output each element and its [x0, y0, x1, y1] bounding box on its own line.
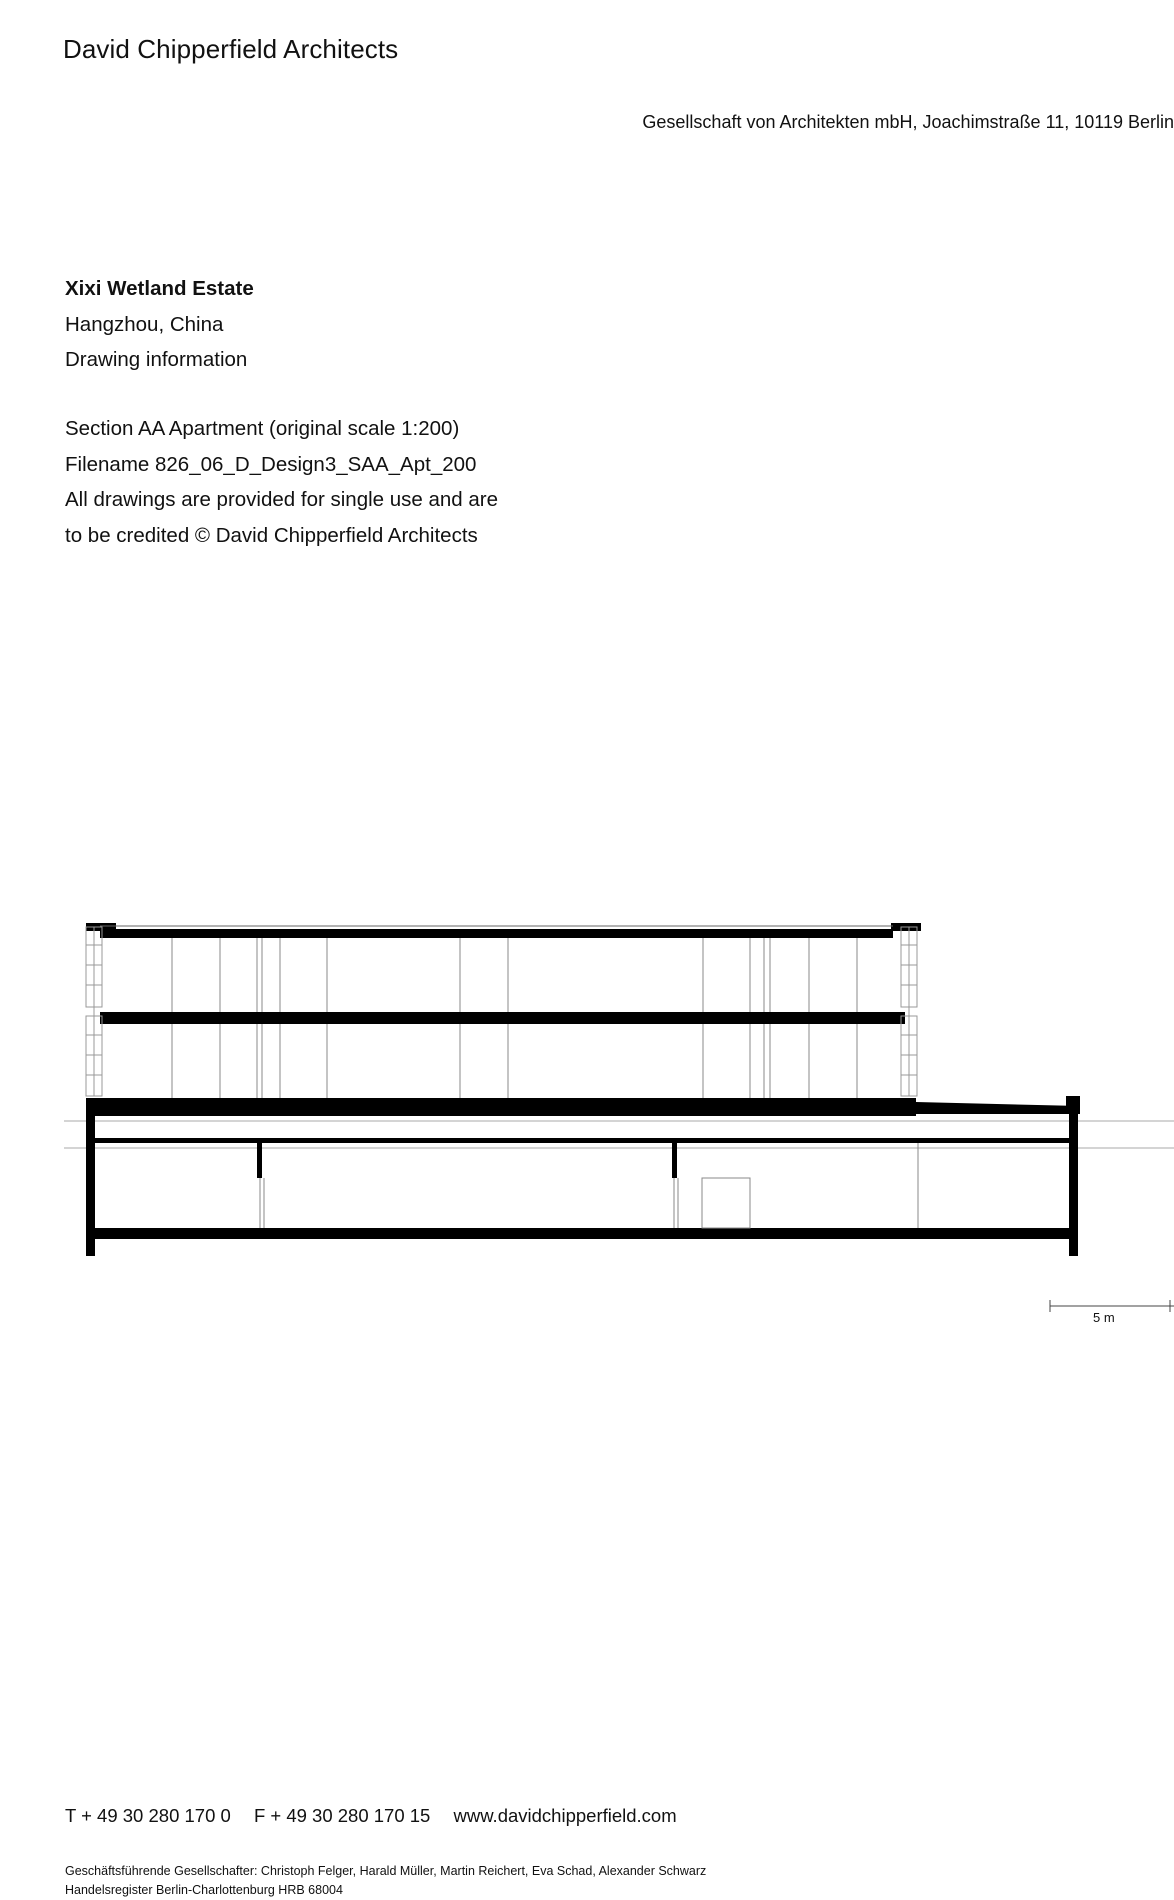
directors-line: Geschäftsführende Gesellschafter: Christoph Felger, Harald Müller, Martin Reichert, Eva Schad, Alexander Schwarz	[65, 1864, 707, 1878]
upper-floor-slab	[100, 1012, 905, 1024]
facade-screen-left	[86, 927, 102, 1096]
basement-column-right	[672, 1143, 677, 1178]
basement-ceiling-slab	[95, 1138, 1069, 1143]
usage-note-line2: to be credited © David Chipperfield Architects	[65, 523, 478, 547]
firm-name: David Chipperfield Architects	[63, 34, 399, 64]
terrace-slab	[916, 1102, 1080, 1114]
scale-label: 5 m	[1093, 1310, 1115, 1325]
register-line: Handelsregister Berlin-Charlottenburg HRB 68004	[65, 1883, 343, 1897]
section-drawing	[0, 900, 1174, 1340]
phone-number: T + 49 30 280 170 0	[65, 1805, 231, 1826]
basement-partitions	[260, 1143, 918, 1228]
facade-screen-right	[901, 927, 917, 1096]
terrace-parapet	[1066, 1096, 1080, 1106]
project-block	[65, 271, 254, 378]
basement-column-left	[257, 1143, 262, 1178]
website-link[interactable]: www.davidchipperfield.com	[453, 1805, 677, 1826]
project-title: Xixi Wetland Estate	[65, 277, 254, 300]
contact-line	[65, 1804, 695, 1828]
fax-number: F + 49 30 280 170 15	[253, 1805, 431, 1826]
ground-floor-slab	[86, 1098, 916, 1116]
drawing-info-block	[65, 411, 498, 553]
filename: Filename 826_06_D_Design3_SAA_Apt_200	[65, 452, 477, 476]
project-location: Hangzhou, China	[65, 312, 224, 336]
roof-slab	[100, 929, 893, 938]
section-description: Section AA Apartment (original scale 1:200)	[65, 417, 460, 440]
usage-note-line1: All drawings are provided for single use and are	[65, 488, 499, 511]
firm-address: Gesellschaft von Architekten mbH, Joachimstraße 11, 10119 Berlin	[642, 112, 1174, 132]
basement-floor-slab	[86, 1228, 1078, 1239]
drawing-info-heading: Drawing information	[65, 348, 248, 371]
legal-info	[65, 1862, 706, 1900]
